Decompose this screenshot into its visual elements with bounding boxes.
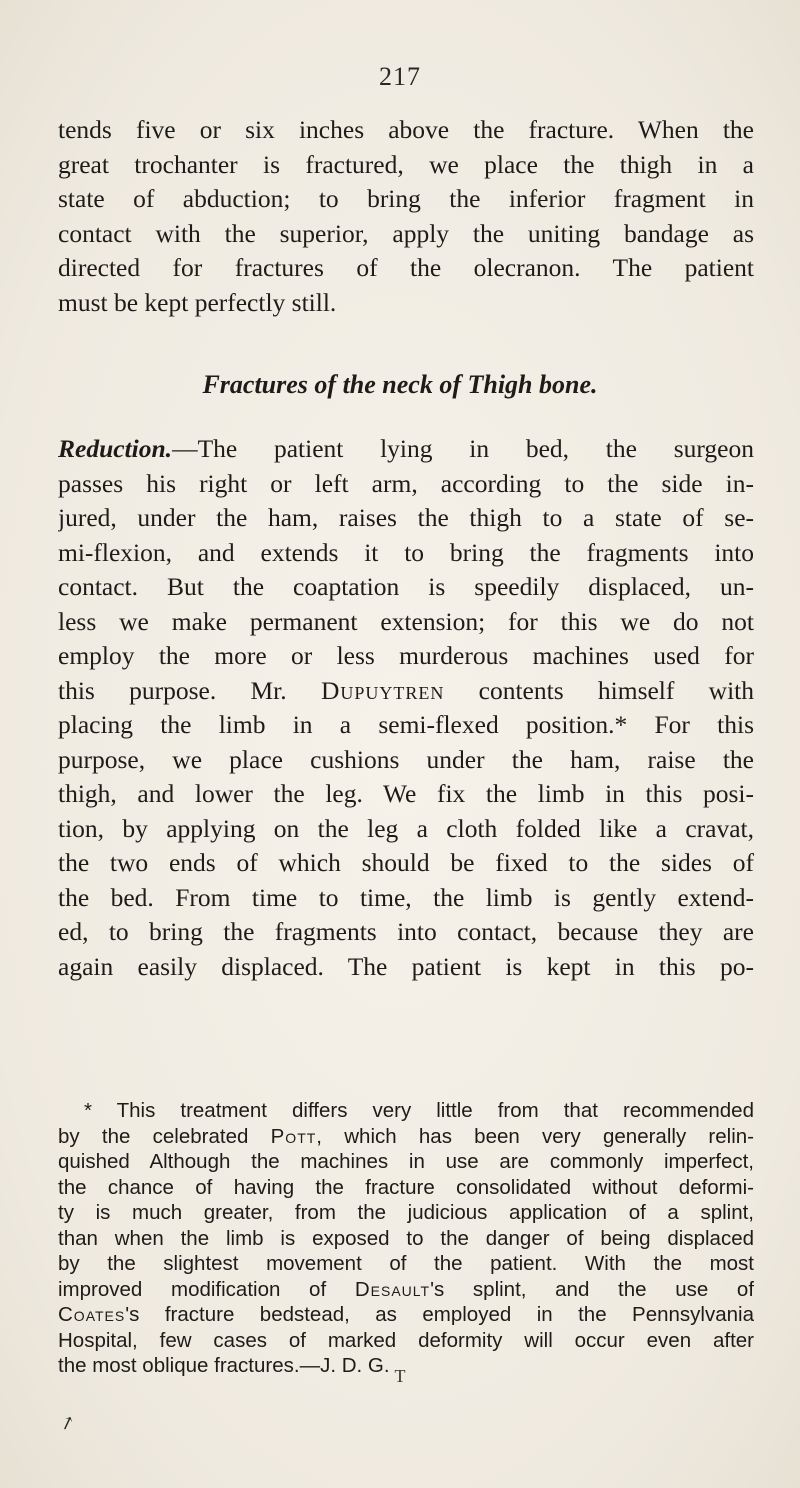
ink-mark: ↗ bbox=[56, 1411, 78, 1436]
text-line: tends five or six inches above the fracture. When the bbox=[58, 115, 754, 144]
text-line bbox=[58, 674, 754, 709]
text-run: —The patient lying in bed, the surgeon bbox=[172, 434, 754, 463]
text-line: jured, under the ham, raises the thigh to a state of se- bbox=[58, 503, 754, 532]
text-line: purpose, we place cushions under the ham, raise the bbox=[58, 744, 754, 774]
author-name: Pott bbox=[270, 1124, 317, 1148]
text-line: contact. But the coaptation is speedily displaced, un- bbox=[58, 572, 754, 601]
text-run: this purpose. Mr. bbox=[58, 675, 287, 705]
text-run: 's splint, and the use of bbox=[430, 1277, 754, 1301]
text-run: 's fracture bedstead, as employed in the Pennsylvania bbox=[125, 1303, 754, 1326]
footnote bbox=[58, 1098, 754, 1379]
text-line: great trochanter is fractured, we place the thigh in a bbox=[58, 149, 754, 179]
text-line: less we make permanent extension; for this we do not bbox=[58, 606, 754, 636]
footnote-line: * This treatment differs very little from that recommended bbox=[84, 1099, 754, 1122]
text-line: tion, by applying on the leg a cloth folded like a cravat, bbox=[58, 813, 754, 843]
footnote-line: the most oblique fractures.—J. D. G. bbox=[58, 1354, 390, 1377]
signature-mark: T bbox=[394, 1366, 406, 1386]
text-line: passes his right or left arm, according to the side in- bbox=[58, 468, 754, 498]
text-line: again easily displaced. The patient is kept in this po- bbox=[58, 951, 754, 981]
footnote-line: by the slightest movement of the patient. With the most bbox=[58, 1252, 754, 1275]
text-line: the bed. From time to time, the limb is gently extend- bbox=[58, 882, 754, 912]
text-line: placing the limb in a semi-flexed position.* For this bbox=[58, 710, 754, 739]
footnote-line: Hospital, few cases of marked deformity will occur even after bbox=[58, 1328, 754, 1352]
footnote-line bbox=[58, 1277, 754, 1303]
footnote-line: the chance of having the fracture consolidated without deformi- bbox=[58, 1175, 754, 1199]
footnote-line bbox=[58, 1124, 754, 1150]
footnote-line bbox=[58, 1302, 754, 1328]
text-run: improved modification of bbox=[58, 1277, 327, 1301]
page-number: 217 bbox=[379, 62, 421, 91]
paragraph-trochanter bbox=[58, 113, 754, 320]
run-in-heading: Reduction. bbox=[58, 434, 173, 463]
text-line: ed, to bring the fragments into contact, because they are bbox=[58, 917, 754, 946]
text-run: contents himself with bbox=[478, 675, 754, 705]
text-line: mi-flexion, and extends it to bring the fragments into bbox=[58, 537, 754, 567]
text-line: employ the more or less murderous machines used for bbox=[58, 641, 754, 670]
text-line: directed for fractures of the olecranon. The patient bbox=[58, 253, 754, 282]
text-line: must be kept perfectly still. bbox=[58, 287, 337, 317]
footnote-line: quished Although the machines in use are commonly imperfect, bbox=[58, 1150, 754, 1173]
author-name: Dupuytren bbox=[320, 675, 445, 705]
paragraph-reduction bbox=[58, 432, 754, 984]
text-run: , which has been very generally relin- bbox=[316, 1124, 754, 1148]
author-name: Coates bbox=[58, 1303, 126, 1326]
text-line: contact with the superior, apply the uniting bandage as bbox=[58, 218, 754, 248]
text-line: the two ends of which should be fixed to the sides of bbox=[58, 848, 754, 877]
text-line: thigh, and lower the leg. We fix the limb in this posi- bbox=[58, 779, 754, 808]
footnote-line: ty is much greater, from the judicious application of a splint, bbox=[58, 1201, 754, 1224]
text-run: by the celebrated bbox=[58, 1124, 249, 1148]
author-name: Desault bbox=[354, 1277, 431, 1301]
section-heading: Fractures of the neck of Thigh bone. bbox=[202, 370, 598, 399]
text-line bbox=[58, 432, 754, 467]
footnote-line: than when the limb is exposed to the danger of being displaced bbox=[58, 1226, 754, 1250]
text-line: state of abduction; to bring the inferior fragment in bbox=[58, 184, 754, 213]
